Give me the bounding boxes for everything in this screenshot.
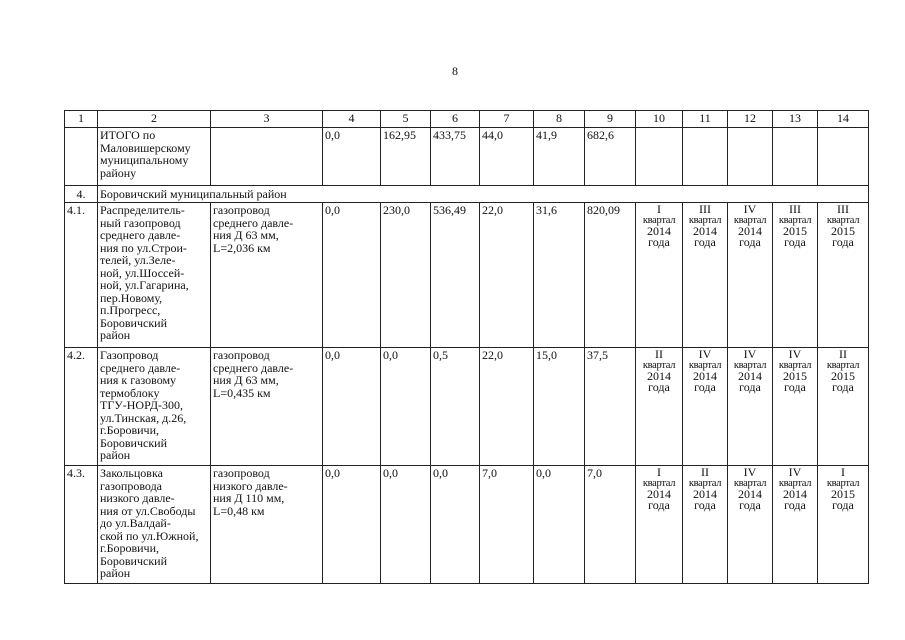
quarter-year: 2015 (831, 487, 855, 501)
total-name: ИТОГО по Маловишерскому муниципальному району (98, 128, 211, 186)
quarter-roman: IV (743, 465, 757, 479)
quarter-year: 2014 (693, 487, 717, 501)
header-cell: 4 (323, 111, 381, 128)
quarter-word: квартал (778, 360, 812, 371)
row-value: 0,0 (323, 203, 381, 348)
row-value: 31,6 (534, 203, 585, 348)
quarter-year: 2014 (783, 487, 807, 501)
quarter-word: квартал (688, 478, 722, 489)
total-empty (773, 128, 818, 186)
quarter-goda: года (832, 498, 854, 512)
row-quarter (636, 466, 683, 584)
quarter-year: 2014 (738, 369, 762, 383)
row-quarter (773, 466, 818, 584)
quarter-word: квартал (733, 215, 767, 226)
quarter-goda: года (648, 380, 670, 394)
row-value: 0,0 (323, 466, 381, 584)
row-description: газопровод среднего давле- ния Д 63 мм, L=0,435 км (211, 348, 323, 466)
row-object-name: Распределитель- ный газопровод среднего давле- ния по ул.Строи- телей, ул.Зеле- ной, ул.Шоссей- ной, ул.Гагарина, пер.Новому, п.Прогресс, Боровичский район (98, 203, 211, 348)
header-cell: 11 (683, 111, 728, 128)
row-quarter (773, 203, 818, 348)
quarter-goda: года (832, 380, 854, 394)
quarter-word: квартал (826, 360, 860, 371)
investment-table (64, 110, 869, 584)
row-quarter (728, 348, 773, 466)
quarter-year: 2014 (693, 224, 717, 238)
total-value: 0,0 (323, 128, 381, 186)
total-num-cell (65, 128, 98, 186)
quarter-goda: года (648, 235, 670, 249)
row-quarter (818, 466, 869, 584)
quarter-goda: года (739, 235, 761, 249)
quarter-year: 2014 (647, 369, 671, 383)
row-quarter (728, 466, 773, 584)
total-row (65, 128, 869, 186)
quarter-year: 2014 (693, 369, 717, 383)
quarter-word: квартал (688, 215, 722, 226)
quarter-word: квартал (778, 215, 812, 226)
quarter-word: квартал (733, 360, 767, 371)
row-value: 22,0 (480, 203, 534, 348)
quarter-roman: I (657, 202, 661, 216)
quarter-roman: III (789, 202, 801, 216)
quarter-year: 2014 (647, 224, 671, 238)
row-quarter (773, 348, 818, 466)
quarter-word: квартал (642, 215, 676, 226)
row-value: 0,0 (381, 466, 431, 584)
row-value: 7,0 (585, 466, 636, 584)
total-desc-cell (211, 128, 323, 186)
total-empty (636, 128, 683, 186)
header-cell: 6 (431, 111, 480, 128)
quarter-year: 2014 (738, 224, 762, 238)
table-row (65, 203, 869, 348)
table-row (65, 466, 869, 584)
total-value: 162,95 (381, 128, 431, 186)
row-value: 0,0 (534, 466, 585, 584)
row-description: газопровод низкого давле- ния Д 110 мм, L=0,48 км (211, 466, 323, 584)
header-cell: 1 (65, 111, 98, 128)
row-object-name: Газопровод среднего давле- ния к газовому термоблоку ТГУ-НОРД-300, ул.Тинская, д.26, г.Боровичи, Боровичский район (98, 348, 211, 466)
row-quarter (683, 348, 728, 466)
row-value: 15,0 (534, 348, 585, 466)
header-cell: 10 (636, 111, 683, 128)
quarter-goda: года (784, 235, 806, 249)
quarter-word: квартал (733, 478, 767, 489)
total-value: 41,9 (534, 128, 585, 186)
quarter-year: 2015 (783, 369, 807, 383)
header-cell: 8 (534, 111, 585, 128)
quarter-year: 2015 (831, 224, 855, 238)
total-empty (683, 128, 728, 186)
quarter-goda: года (694, 380, 716, 394)
row-number: 4.3. (65, 466, 98, 584)
quarter-year: 2015 (831, 369, 855, 383)
row-value: 0,0 (381, 348, 431, 466)
page-number: 8 (452, 64, 458, 78)
header-cell: 7 (480, 111, 534, 128)
row-description: газопровод среднего давле- ния Д 63 мм, L=2,036 км (211, 203, 323, 348)
quarter-word: квартал (778, 478, 812, 489)
quarter-roman: IV (743, 202, 757, 216)
quarter-roman: III (837, 202, 849, 216)
row-value: 0,5 (431, 348, 480, 466)
quarter-roman: IV (788, 347, 802, 361)
header-cell: 3 (211, 111, 323, 128)
row-quarter (683, 466, 728, 584)
total-empty (728, 128, 773, 186)
quarter-roman: II (655, 347, 663, 361)
row-quarter (818, 203, 869, 348)
row-value: 820,09 (585, 203, 636, 348)
quarter-goda: года (739, 498, 761, 512)
total-empty (818, 128, 869, 186)
header-cell: 14 (818, 111, 869, 128)
quarter-roman: IV (788, 465, 802, 479)
quarter-goda: года (648, 498, 670, 512)
row-quarter (683, 203, 728, 348)
table-row (65, 348, 869, 466)
section-number: 4. (65, 186, 98, 203)
header-row (65, 111, 869, 128)
row-object-name: Закольцовка газопровода низкого давле- ния от ул.Свободы до ул.Валдай- ской по ул.Южной, г.Боровичи, Боровичский район (98, 466, 211, 584)
header-cell: 5 (381, 111, 431, 128)
row-value: 22,0 (480, 348, 534, 466)
quarter-goda: года (694, 498, 716, 512)
quarter-word: квартал (642, 478, 676, 489)
row-number: 4.2. (65, 348, 98, 466)
section-title: Боровичский муниципальный район (98, 186, 869, 203)
quarter-word: квартал (826, 215, 860, 226)
quarter-year: 2015 (783, 224, 807, 238)
quarter-roman: II (839, 347, 847, 361)
quarter-goda: года (784, 380, 806, 394)
quarter-word: квартал (826, 478, 860, 489)
quarter-roman: II (701, 465, 709, 479)
total-value: 433,75 (431, 128, 480, 186)
header-cell: 13 (773, 111, 818, 128)
header-cell: 2 (98, 111, 211, 128)
row-quarter (636, 348, 683, 466)
quarter-roman: I (657, 465, 661, 479)
row-number: 4.1. (65, 203, 98, 348)
quarter-goda: года (784, 498, 806, 512)
section-row (65, 186, 869, 203)
quarter-word: квартал (642, 360, 676, 371)
quarter-goda: года (739, 380, 761, 394)
quarter-roman: IV (698, 347, 712, 361)
row-value: 536,49 (431, 203, 480, 348)
quarter-year: 2014 (647, 487, 671, 501)
row-quarter (636, 203, 683, 348)
header-cell: 9 (585, 111, 636, 128)
quarter-roman: IV (743, 347, 757, 361)
row-value: 230,0 (381, 203, 431, 348)
quarter-roman: I (841, 465, 845, 479)
row-quarter (818, 348, 869, 466)
header-cell: 12 (728, 111, 773, 128)
row-quarter (728, 203, 773, 348)
quarter-goda: года (694, 235, 716, 249)
quarter-roman: III (699, 202, 711, 216)
quarter-year: 2014 (738, 487, 762, 501)
row-value: 7,0 (480, 466, 534, 584)
row-value: 37,5 (585, 348, 636, 466)
row-value: 0,0 (431, 466, 480, 584)
quarter-word: квартал (688, 360, 722, 371)
total-value: 682,6 (585, 128, 636, 186)
row-value: 0,0 (323, 348, 381, 466)
total-value: 44,0 (480, 128, 534, 186)
quarter-goda: года (832, 235, 854, 249)
